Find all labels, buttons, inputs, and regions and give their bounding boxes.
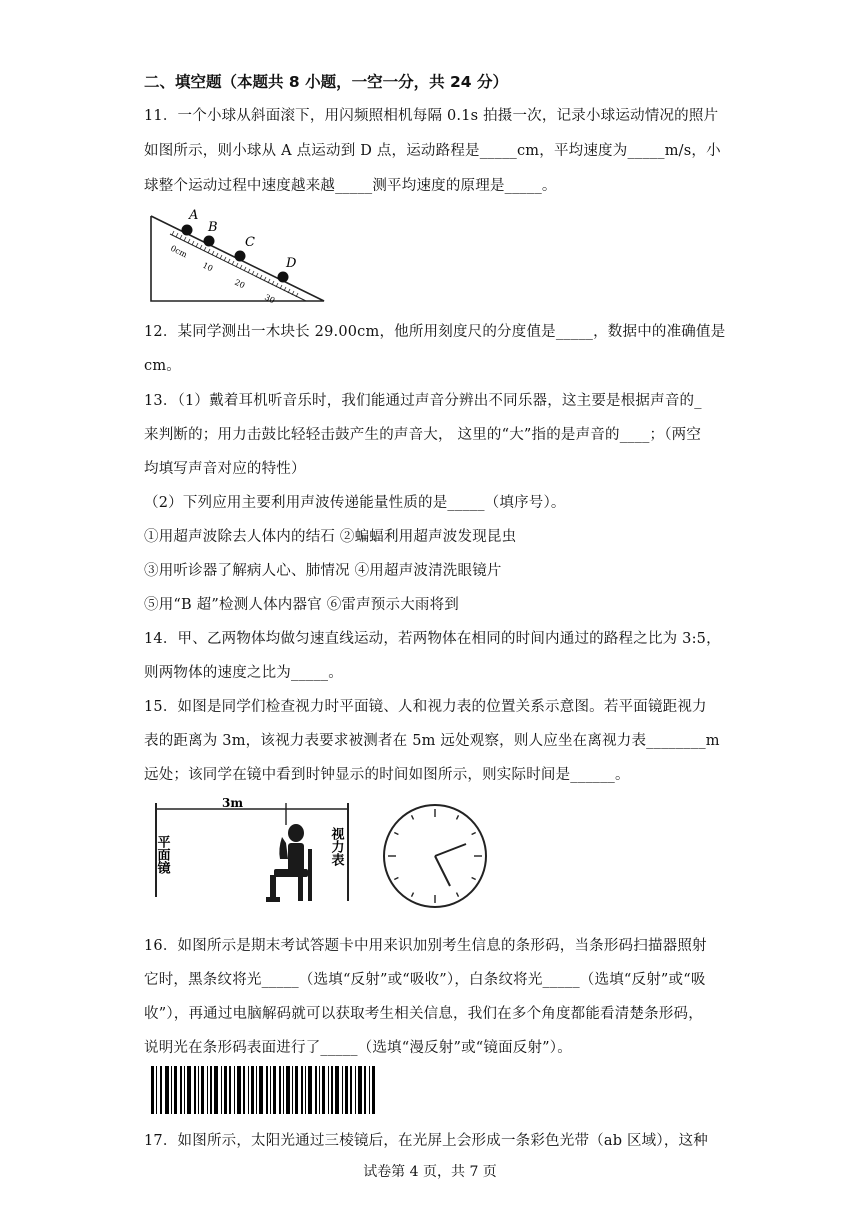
ball-label-b: B xyxy=(208,220,218,235)
q14-line-1: 14．甲、乙两物体均做匀速直线运动，若两物体在相同的时间内通过的路程之比为 3:5， xyxy=(144,631,721,647)
mirror-label: 平面镜 xyxy=(154,835,170,874)
incline-ruler-figure xyxy=(146,206,332,306)
ball-label-d: D xyxy=(286,256,297,271)
q16-line-2: 它时，黑条纹将光_____（选填“反射”或“吸收”），白条纹将光_____（选填“反射”或“吸 xyxy=(144,972,706,988)
ball-label-a: A xyxy=(189,208,199,223)
ruler-label-30: 30 xyxy=(263,292,277,306)
barcode-figure xyxy=(151,1066,377,1114)
ruler-label-20: 20 xyxy=(233,277,247,291)
q16-line-3: 收”），再通过电脑解码就可以获取考生相关信息，我们在多个角度都能看清楚条形码， xyxy=(144,1006,703,1022)
section-heading: 二、填空题（本题共 8 小题，一空一分，共 24 分） xyxy=(144,73,508,91)
q13-sub-2: （2）下列应用主要利用声波传递能量性质的是_____（填序号）。 xyxy=(144,495,566,511)
vision-test-figure xyxy=(148,797,363,907)
q11-line-2: 如图所示，则小球从 A 点运动到 D 点，运动路程是_____cm，平均速度为_____m/s，小 xyxy=(144,143,721,159)
q16-line-4: 说明光在条形码表面进行了_____（选填“漫反射”或“镜面反射”）。 xyxy=(144,1040,572,1056)
q13-line-2: 来判断的；用力击鼓比轻轻击鼓产生的声音大， 这里的“大”指的是声音的____；（两空 xyxy=(144,427,702,443)
ruler-label-0: 0cm xyxy=(169,243,189,260)
q14-line-2: 则两物体的速度之比为_____。 xyxy=(144,665,343,681)
ruler-label-10: 10 xyxy=(201,260,215,274)
q17-line-1: 17．如图所示，太阳光通过三棱镜后，在光屏上会形成一条彩色光带（ab 区域），这种 xyxy=(144,1133,708,1149)
q13-options-1: ①用超声波除去人体内的结石 ②蝙蝠利用超声波发现昆虫 xyxy=(144,529,517,545)
ball-c xyxy=(235,251,246,262)
q15-line-1: 15．如图是同学们检查视力时平面镜、人和视力表的位置关系示意图。若平面镜距视力 xyxy=(144,699,707,715)
q16-line-1: 16．如图所示是期末考试答题卡中用来识加别考生信息的条形码，当条形码扫描器照射 xyxy=(144,938,707,954)
ball-label-c: C xyxy=(245,235,255,250)
q15-line-2: 表的距离为 3m，该视力表要求被测者在 5m 远处观察，则人应坐在离视力表________m xyxy=(144,733,720,749)
ball-d xyxy=(278,272,289,283)
q12-line-2: cm。 xyxy=(144,358,181,374)
page-footer: 试卷第 4 页，共 7 页 xyxy=(363,1164,497,1180)
ball-a xyxy=(182,225,193,236)
q11-line-1: 11．一个小球从斜面滚下，用闪频照相机每隔 0.1s 拍摄一次，记录小球运动情况的照片 xyxy=(144,108,719,124)
distance-label: 3m xyxy=(222,797,244,810)
ball-b xyxy=(204,236,215,247)
q15-line-3: 远处；该同学在镜中看到时钟显示的时间如图所示，则实际时间是______。 xyxy=(144,767,630,783)
seated-person-icon xyxy=(266,824,312,902)
q13-options-2: ③用听诊器了解病人心、肺情况 ④用超声波清洗眼镜片 xyxy=(144,563,502,579)
q13-line-3: 均填写声音对应的特性） xyxy=(144,461,306,477)
q11-line-3: 球整个运动过程中速度越来越_____测平均速度的原理是_____。 xyxy=(144,178,557,194)
q13-options-3: ⑤用“B 超”检测人体内器官 ⑥雷声预示大雨将到 xyxy=(144,597,459,613)
clock-minute-hand xyxy=(435,844,466,856)
chart-label: 视力表 xyxy=(328,827,344,866)
clock-hour-hand xyxy=(435,856,450,886)
q13-line-1: 13．（1）戴着耳机听音乐时，我们能通过声音分辨出不同乐器，这主要是根据声音的_ xyxy=(144,393,702,409)
q12-line-1: 12．某同学测出一木块长 29.00cm，他所用刻度尺的分度值是_____，数据中的准确值是 xyxy=(144,324,726,340)
wall-clock-figure xyxy=(380,801,490,911)
